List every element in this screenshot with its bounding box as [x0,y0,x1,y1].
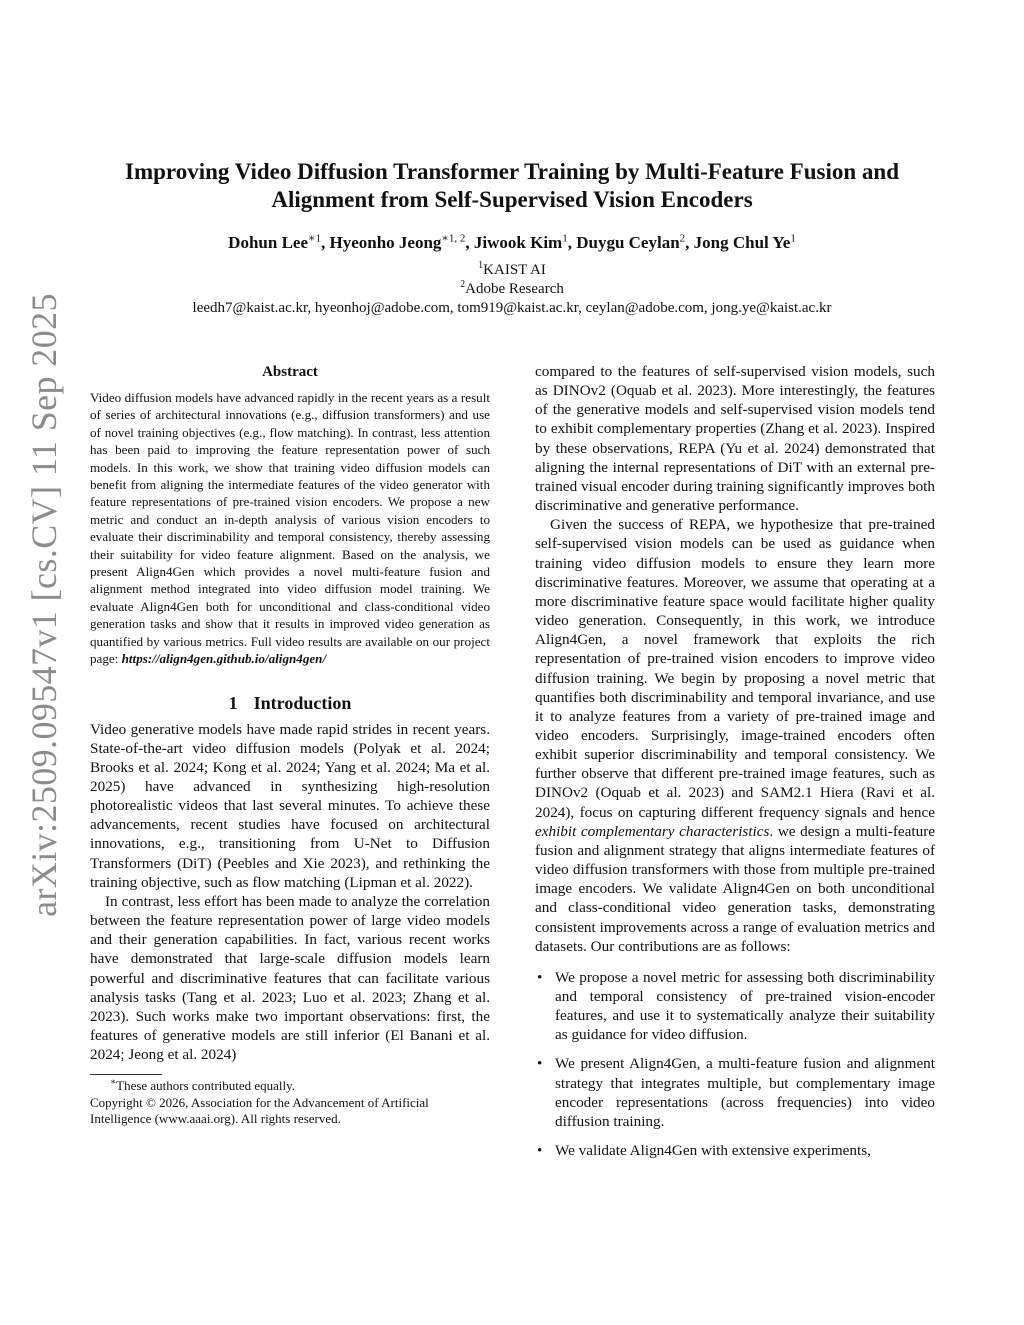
author-separator: , [685,233,694,252]
copyright-notice: Copyright © 2026, Association for the Advancement of Artificial Intelligence (www.aaai.org). All rights reserved. [90,1094,429,1127]
emphasized-text: exhibit complementary characteristics [535,822,770,840]
author-name: Hyeonho Jeong [329,233,442,252]
affiliation-name: KAIST AI [483,262,546,278]
author-affiliation-mark: 2 [679,232,686,245]
contribution-text: We validate Align4Gen with extensive experiments, [555,1142,871,1160]
equal-contribution-footnote [90,1078,490,1095]
affiliation-mark: 2 [460,279,466,290]
author-emails: leedh7@kaist.ac.kr, hyeonhoj@adobe.com, tom919@kaist.ac.kr, ceylan@adobe.com, jong.ye@kaist.ac.kr [192,300,832,316]
intro-paragraph-3: compared to the features of self-supervised vision models, such as DINOv2 (Oquab et al. 2023). More interestingly, the features of the generative models and self-supervised vision models tend to exhibit complementary properties (Zhang et al. 2023). Inspired by these observations, REPA (Yu et al. 2024) demonstrated that aligning the internal representations of DiT with an external pre-trained visual encoder during training significantly improves both discriminative and generative performance. [535,363,935,515]
author-separator: , [567,233,577,252]
introduction-heading [90,692,490,714]
author-separator: , [320,233,330,252]
paper-title [60,158,964,214]
footnote-divider [90,1074,162,1075]
right-column [535,362,935,1170]
author-name: Duygu Ceylan [576,233,680,252]
author-name: Dohun Lee [228,233,308,252]
bullet-icon: • [537,1055,543,1073]
contributions-list [535,968,935,1160]
abstract-body [90,389,490,668]
contribution-item [535,1141,935,1160]
author-affiliation-mark: 1 [790,232,796,245]
author-separator: , [465,233,474,252]
abstract-text: Video diffusion models have advanced rapidly in the recent years as a result of series of architectural innovations (e.g., diffusion transformers) and use of novel training objectives (e.g., flow matching). In contrast, less attention has been paid to improving the feature representation power of such models. In this work, we show that training video diffusion models can benefit from aligning the intermediate features of the video generator with feature representations of pre-trained vision encoders. We propose a new metric and conduct an in-depth analysis of various vision encoders to evaluate their discriminability and temporal consistency, thereby assessing their suitability for video feature alignment. Based on the analysis, we present Align4Gen which provides a novel multi-feature fusion and alignment method integrated into video diffusion model training. We evaluate Align4Gen both for unconditional and class-conditional video generation tasks and show that it results in improved video generation as quantified by various metrics. Full video results are available on our project page: [90,390,490,667]
affiliation-kaist [60,261,964,279]
author-affiliation-mark: 1 [562,232,568,245]
footnote-text: These authors contributed equally. [116,1078,296,1094]
author-affiliation-mark: ∗1 [308,232,321,245]
contribution-text: We propose a novel metric for assessing both discriminability and temporal consistency of pre-trained vision-encoder features, and use it to systematically analyze their suitability as guidance for video diffusion. [555,968,935,1044]
bullet-icon: • [537,968,543,986]
arxiv-identifier-stamp: arXiv:2509.09547v1 [cs.CV] 11 Sep 2025 [24,293,64,917]
project-page-link[interactable]: https://align4gen.github.io/align4gen/ [121,651,327,667]
abstract-heading: Abstract [262,364,318,380]
author-name: Jiwook Kim [473,233,563,252]
author-list [60,232,964,254]
affiliation-name: Adobe Research [465,281,564,297]
paragraph-text: Given the success of REPA, we hypothesize that pre-trained self-supervised vision models can be used as guidance when training video diffusion models to ensure they learn more discriminative features. Moreover, we assume that operating at a more discriminative feature space would facilitate higher quality video generation. Consequently, in this work, we introduce Align4Gen, a novel framework that exploits the rich representation of pre-trained vision encoders to improve video diffusion training. We begin by proposing a novel metric that quantifies both discriminability and temporal invariance, and use it to analyze features from a variety of pre-trained image and video encoders. Surprisingly, image-trained encoders often exhibit superior discriminability and temporal consistency. We further observe that different pre-trained image features, such as DINOv2 (Oquab et al. 2023) and SAM2.1 Hiera (Ravi et al. 2024), focus on capturing different frequency signals and hence [535,516,935,821]
section-number: 1 [228,692,238,713]
contribution-item [535,968,935,1045]
intro-paragraph-4 [535,515,935,956]
paragraph-text: . we design a multi-feature fusion and alignment strategy that aligns intermediate features of video diffusion transformers with those from multiple pre-trained image encoders. We validate Align4Gen on both unconditional and class-conditional video generation tasks, demonstrating consistent improvements across a range of evaluation metrics and datasets. Our contributions are as follows: [535,822,935,955]
intro-paragraph-1: Video generative models have made rapid strides in recent years. State-of-the-art video diffusion models (Polyak et al. 2024; Brooks et al. 2024; Kong et al. 2024; Yang et al. 2024; Ma et al. 2025) have advanced in synthesizing high-resolution photorealistic videos that last several minutes. To achieve these advancements, recent studies have focused on architectural innovations, e.g., transitioning from U-Net to Diffusion Transformers (DiT) (Peebles and Xie 2023), and rethinking the training objective, such as flow matching (Lipman et al. 2022). [90,720,490,891]
bullet-icon: • [537,1142,543,1160]
contribution-item [535,1054,935,1131]
section-title: Introduction [253,692,352,713]
paper-title-line-1: Improving Video Diffusion Transformer Training by Multi-Feature Fusion and [125,159,899,184]
author-affiliation-mark: ∗1, 2 [441,232,466,245]
affiliation-adobe [60,280,964,298]
contribution-text: We present Align4Gen, a multi-feature fusion and alignment strategy that integrates multiple, but complementary image encoder representations (across frequencies) into video diffusion training. [555,1055,935,1130]
left-column [90,363,490,1128]
author-name: Jong Chul Ye [693,233,791,252]
paper-title-line-2: Alignment from Self-Supervised Vision Encoders [271,187,753,212]
intro-paragraph-2: In contrast, less effort has been made to analyze the correlation between the feature representation power of large video models and their generation capabilities. In fact, various recent works have demonstrated that large-scale diffusion models learn powerful and discriminative features that can facilitate various analysis tasks (Tang et al. 2023; Luo et al. 2023; Zhang et al. 2023). Such works make two important observations: first, the features of generative models are still inferior (El Banani et al. 2024; Jeong et al. 2024) [90,892,490,1064]
footnote-mark: ∗ [110,1076,117,1087]
affiliation-mark: 1 [478,260,484,271]
